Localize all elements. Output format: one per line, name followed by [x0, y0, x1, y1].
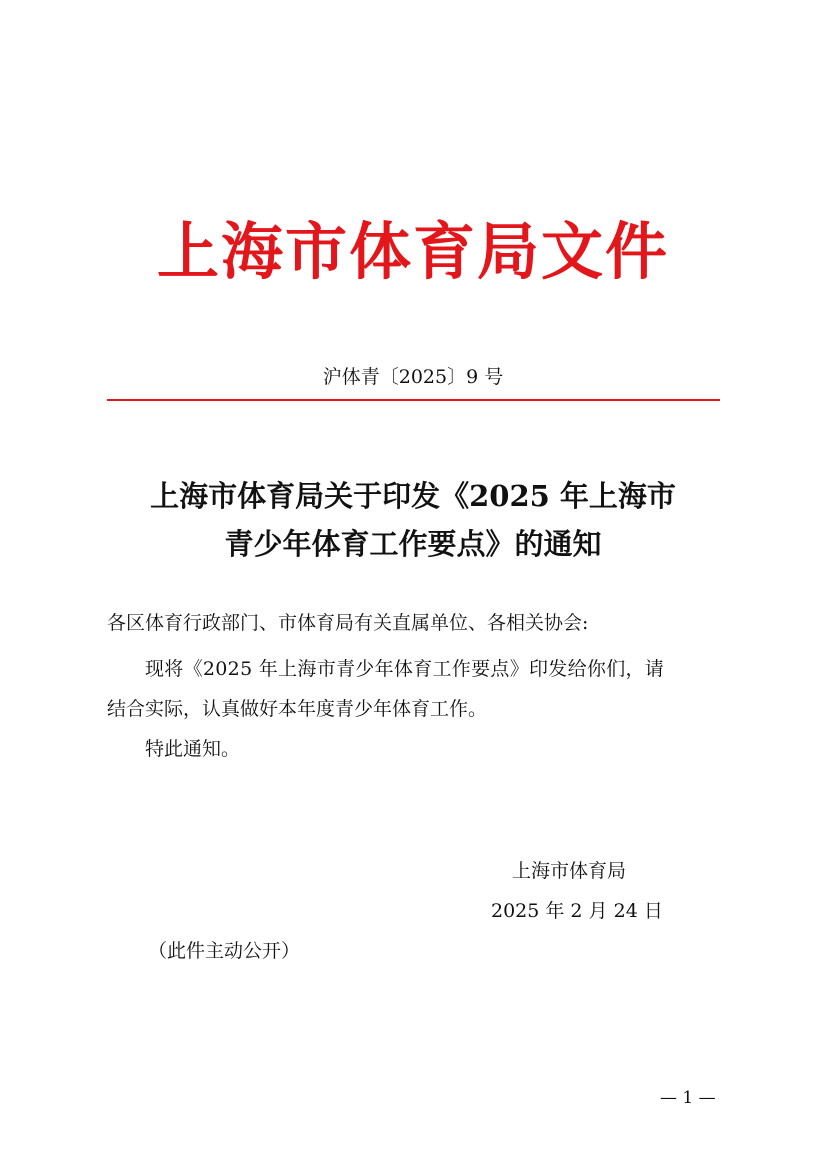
body-paragraph-line-2: 结合实际，认真做好本年度青少年体育工作。 [107, 698, 488, 720]
notice-title-line-1: 上海市体育局关于印发《2025 年上海市 [150, 479, 676, 513]
disclosure-note: （此件主动公开） [148, 940, 301, 962]
red-separator-line [107, 399, 720, 401]
document-number: 沪体青〔2025〕9 号 [322, 366, 504, 388]
notice-title [0, 472, 826, 568]
body-paragraph-line-1: 现将《2025 年上海市青少年体育工作要点》印发给你们，请 [145, 658, 665, 680]
closing-statement: 特此通知。 [145, 738, 241, 760]
notice-title-line-2: 青少年体育工作要点》的通知 [224, 527, 602, 561]
document-masthead: 上海市体育局文件 [156, 215, 669, 288]
page-number: — 1 — [660, 1088, 716, 1108]
issuing-organization: 上海市体育局 [512, 860, 627, 882]
issue-date: 2025 年 2 月 24 日 [491, 900, 663, 922]
salutation: 各区体育行政部门、市体育局有关直属单位、各相关协会: [107, 612, 589, 634]
